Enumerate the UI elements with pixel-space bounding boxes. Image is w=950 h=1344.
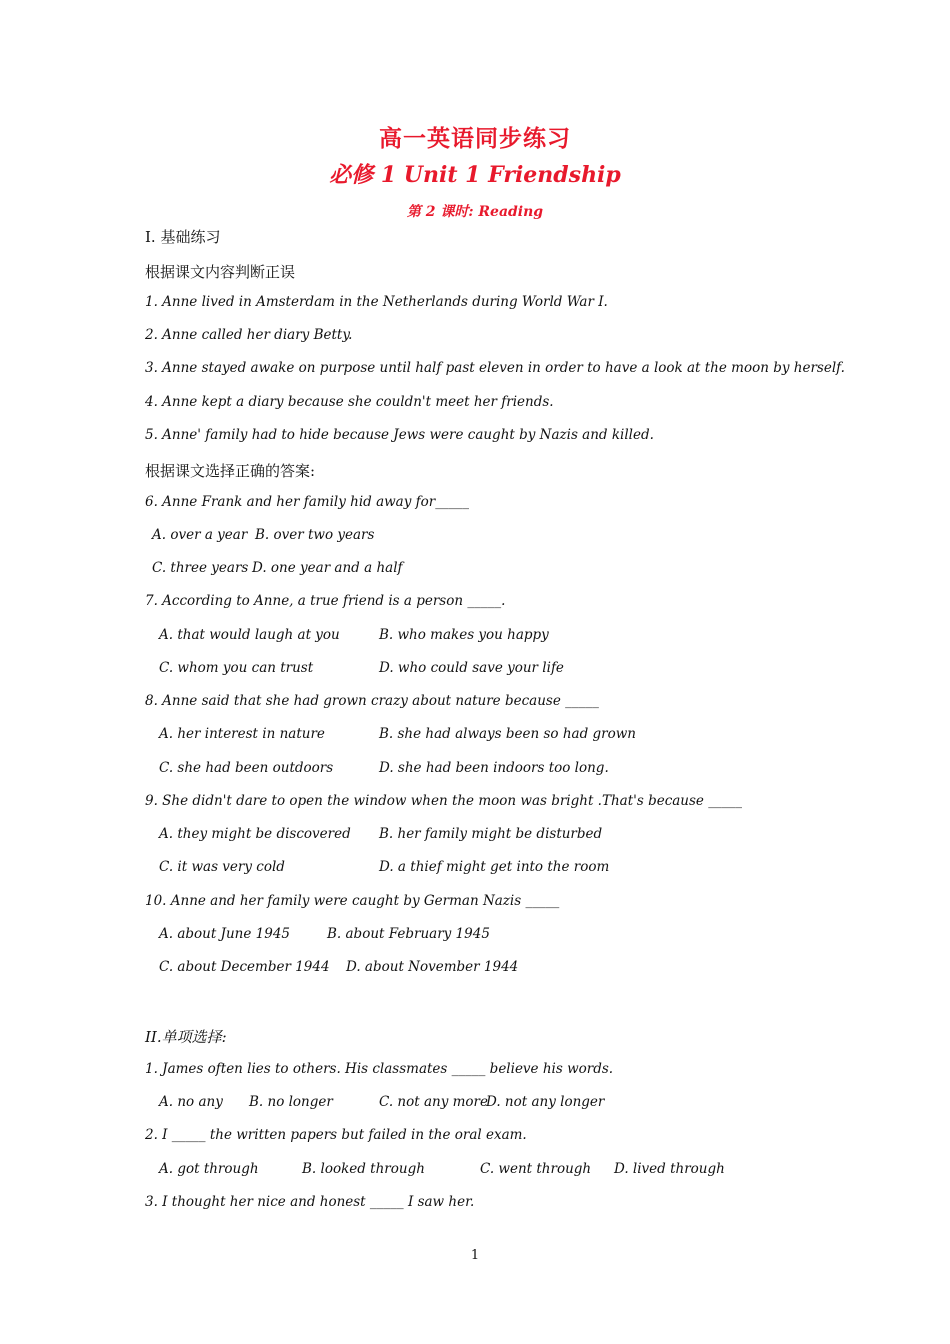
option-a: A. that would laugh at you	[159, 627, 340, 643]
option-c: C. three years	[152, 560, 249, 576]
option-a: A. no any	[159, 1094, 223, 1110]
option-b: B. over two years	[255, 527, 375, 543]
option-c: C. whom you can trust	[159, 660, 314, 676]
page-title: 高一英语同步练习	[379, 125, 571, 152]
question: 1. James often lies to others. His classmates _____ believe his words.	[145, 1061, 614, 1077]
option-d: D. one year and a half	[252, 560, 403, 576]
page-subtitle: 必修 1 Unit 1 Friendship	[329, 162, 621, 188]
option-a: A. her interest in nature	[159, 726, 325, 742]
option-d: D. a thief might get into the room	[379, 859, 610, 875]
question: 8. Anne said that she had grown crazy about nature because _____	[145, 693, 599, 709]
question: 6. Anne Frank and her family hid away for_____	[145, 494, 469, 510]
tf-item: 3. Anne stayed awake on purpose until half past eleven in order to have a look at the moon by herself.	[145, 360, 845, 376]
tf-item: 1. Anne lived in Amsterdam in the Netherlands during World War I.	[145, 294, 608, 310]
question: 10. Anne and her family were caught by German Nazis _____	[145, 893, 560, 909]
option-c: C. not any more	[379, 1094, 489, 1110]
option-d: D. lived through	[614, 1161, 725, 1177]
option-c: C. it was very cold	[159, 859, 285, 875]
option-b: B. about February 1945	[327, 926, 490, 942]
option-b: B. looked through	[302, 1161, 425, 1177]
tf-item: 2. Anne called her diary Betty.	[145, 327, 353, 343]
option-d: D. who could save your life	[379, 660, 564, 676]
option-b: B. who makes you happy	[379, 627, 549, 643]
section-2-heading: II.单项选择:	[145, 1028, 227, 1046]
tf-item: 5. Anne' family had to hide because Jews were caught by Nazis and killed.	[145, 427, 654, 443]
option-d: D. she had been indoors too long.	[379, 760, 609, 776]
mc-instruction: 根据课文选择正确的答案:	[145, 462, 316, 480]
lesson-label: 第 2 课时: Reading	[406, 204, 544, 220]
option-d: D. not any longer	[486, 1094, 605, 1110]
question: 3. I thought her nice and honest _____ I saw her.	[145, 1194, 475, 1210]
option-c: C. she had been outdoors	[159, 760, 334, 776]
tf-instruction: 根据课文内容判断正误	[145, 263, 296, 281]
question: 9. She didn't dare to open the window when the moon was bright .That's because _____	[145, 793, 742, 809]
option-c: C. went through	[480, 1161, 592, 1177]
question: 7. According to Anne, a true friend is a person _____.	[145, 593, 506, 609]
option-d: D. about November 1944	[346, 959, 519, 975]
option-b: B. no longer	[249, 1094, 333, 1110]
tf-item: 4. Anne kept a diary because she couldn't meet her friends.	[145, 394, 554, 410]
option-a: A. got through	[159, 1161, 259, 1177]
option-a: A. over a year	[152, 527, 248, 543]
question: 2. I _____ the written papers but failed in the oral exam.	[145, 1127, 527, 1143]
option-c: C. about December 1944	[159, 959, 330, 975]
option-b: B. she had always been so had grown	[379, 726, 637, 742]
page-number: 1	[470, 1248, 480, 1263]
section-1-heading: I. 基础练习	[145, 228, 221, 246]
option-a: A. about June 1945	[159, 926, 290, 942]
option-b: B. her family might be disturbed	[379, 826, 603, 842]
option-a: A. they might be discovered	[159, 826, 351, 842]
